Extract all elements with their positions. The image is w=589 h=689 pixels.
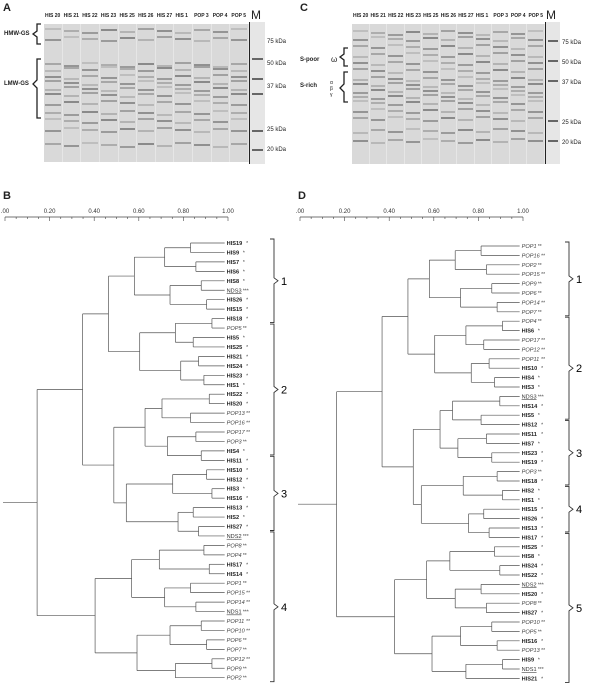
leaf-mark: ** bbox=[242, 675, 247, 682]
leaf-label: HIS7 bbox=[521, 441, 535, 448]
leaf-mark: *** bbox=[537, 667, 544, 673]
leaf-label: POP3 bbox=[226, 439, 242, 446]
leaf-mark: ** bbox=[242, 581, 247, 588]
leaf-label: POP17 bbox=[521, 338, 540, 344]
leaf-label: POP1 bbox=[521, 244, 537, 250]
leaf-mark: * bbox=[246, 354, 249, 361]
gel-image-a bbox=[44, 24, 249, 162]
leaf-mark: * bbox=[246, 477, 249, 484]
leaf-mark: ** bbox=[541, 347, 546, 354]
leaf-mark: * bbox=[242, 278, 245, 285]
gel-lane bbox=[193, 24, 212, 162]
gel-lane-label: HIS 22 bbox=[82, 13, 98, 19]
leaf-mark: ** bbox=[537, 601, 542, 608]
leaf-label: HIS23 bbox=[521, 450, 538, 457]
leaf-label: HIS16 bbox=[521, 638, 538, 645]
leaf-label: HIS21 bbox=[521, 676, 538, 683]
leaf-label: POP3 bbox=[521, 469, 537, 476]
leaf-mark: * bbox=[541, 573, 544, 579]
axis-tick-label: 0.20 bbox=[43, 209, 56, 215]
leaf-mark: * bbox=[242, 382, 245, 389]
leaf-mark: ** bbox=[242, 326, 247, 333]
gel-lane bbox=[387, 24, 405, 164]
leaf-label: POP8 bbox=[521, 601, 537, 608]
gel-a-marker-20: 20 kDa bbox=[267, 147, 287, 153]
leaf-mark: ** bbox=[541, 356, 546, 363]
leaf-label: POP14 bbox=[521, 300, 540, 307]
cluster-label: 1 bbox=[281, 275, 288, 288]
leaf-label: POP9 bbox=[521, 281, 537, 288]
axis-tick-label: .00 bbox=[0, 209, 10, 215]
leaf-label: HIS10 bbox=[226, 467, 243, 474]
axis-tick-label: 0.40 bbox=[88, 209, 101, 215]
leaf-label: NDS1 bbox=[226, 609, 242, 616]
gel-a-hmw-label: HMW-GS bbox=[4, 31, 30, 37]
leaf-label: NDS3 bbox=[521, 394, 537, 401]
leaf-mark: * bbox=[246, 524, 249, 531]
leaf-label: HIS19 bbox=[521, 460, 538, 467]
gel-lane bbox=[119, 24, 138, 162]
cluster-brace bbox=[565, 242, 573, 316]
leaf-mark: ** bbox=[541, 338, 546, 344]
gel-lane-label: HIS 1 bbox=[475, 13, 489, 19]
gel-c-srich-label: S-rich bbox=[300, 83, 318, 89]
leaf-mark: * bbox=[246, 344, 249, 351]
gel-c-braces bbox=[337, 46, 351, 106]
gel-a-marker-title: M bbox=[251, 8, 261, 22]
gel-lane-label: HIS 1 bbox=[175, 13, 188, 19]
leaf-label: POP8 bbox=[226, 543, 242, 550]
leaf-mark: * bbox=[541, 507, 544, 514]
leaf-label: POP13 bbox=[521, 648, 540, 655]
leaf-label: POP15 bbox=[226, 590, 245, 597]
gel-lane bbox=[230, 24, 249, 162]
leaf-mark: *** bbox=[242, 609, 249, 616]
leaf-label: HIS24 bbox=[226, 363, 243, 370]
cluster-brace bbox=[565, 421, 573, 485]
leaf-label: HIS17 bbox=[226, 562, 243, 569]
gel-lane-label: HIS 25 bbox=[423, 13, 439, 19]
gel-c-lane-labels bbox=[352, 13, 545, 23]
leaf-mark: ** bbox=[246, 600, 251, 607]
leaf-label: HIS7 bbox=[226, 259, 240, 266]
cluster-brace bbox=[270, 324, 278, 455]
leaf-label: POP17 bbox=[226, 430, 245, 436]
leaf-label: HIS13 bbox=[226, 505, 243, 512]
leaf-label: HIS4 bbox=[226, 448, 240, 455]
cluster-label: 2 bbox=[576, 363, 583, 376]
leaf-label: HIS20 bbox=[226, 401, 243, 408]
leaf-mark: ** bbox=[246, 411, 251, 418]
leaf-mark: *** bbox=[242, 533, 249, 540]
leaf-mark: * bbox=[246, 458, 249, 465]
leaf-label: POP6 bbox=[521, 291, 537, 297]
leaf-mark: ** bbox=[242, 666, 247, 673]
leaf-label: POP16 bbox=[521, 253, 540, 260]
leaf-mark: * bbox=[537, 385, 540, 391]
gel-lane-label: POP 3 bbox=[194, 13, 209, 19]
leaf-mark: * bbox=[541, 535, 544, 542]
cluster-brace bbox=[270, 239, 278, 323]
leaf-label: POP5 bbox=[521, 629, 537, 636]
cluster-label: 2 bbox=[281, 384, 288, 397]
leaf-label: HIS3 bbox=[521, 385, 535, 391]
leaf-label: HIS11 bbox=[226, 458, 242, 465]
gel-lane-label: HIS 23 bbox=[405, 13, 421, 19]
leaf-label: HIS19 bbox=[226, 241, 243, 247]
leaf-label: HIS2 bbox=[521, 488, 535, 495]
cluster-label: 1 bbox=[576, 273, 583, 286]
leaf-label: POP14 bbox=[226, 600, 245, 607]
leaf-label: HIS10 bbox=[521, 366, 538, 373]
panel-label-d: D bbox=[298, 190, 306, 202]
gel-lane bbox=[475, 24, 493, 164]
leaf-mark: * bbox=[541, 516, 544, 523]
leaf-label: HIS24 bbox=[521, 563, 538, 570]
leaf-mark: * bbox=[541, 591, 544, 598]
leaf-mark: ** bbox=[537, 629, 542, 636]
gel-lane-label: POP 5 bbox=[231, 13, 246, 19]
gel-c-marker-lane bbox=[545, 22, 560, 164]
leaf-label: HIS18 bbox=[226, 316, 243, 323]
gel-lane-label: HIS 20 bbox=[45, 13, 61, 19]
gel-lane bbox=[156, 24, 175, 162]
leaf-mark: * bbox=[537, 413, 540, 420]
gel-c-marker-50: 50 kDa bbox=[562, 60, 582, 66]
gel-lane-label: HIS 21 bbox=[370, 13, 386, 19]
leaf-mark: * bbox=[242, 448, 245, 455]
axis-tick-label: 0.20 bbox=[338, 209, 351, 215]
leaf-mark: ** bbox=[242, 637, 247, 644]
gel-a-lane-labels bbox=[44, 13, 249, 23]
leaf-label: HIS5 bbox=[226, 335, 240, 342]
leaf-mark: * bbox=[541, 403, 544, 410]
cluster-brace bbox=[270, 532, 278, 682]
leaf-mark: * bbox=[541, 432, 544, 438]
gel-lane-label: POP 4 bbox=[510, 13, 526, 19]
leaf-label: HIS15 bbox=[226, 307, 243, 314]
leaf-label: HIS25 bbox=[226, 344, 243, 351]
leaf-label: HIS22 bbox=[521, 573, 538, 579]
leaf-label: HIS20 bbox=[521, 591, 538, 598]
cluster-label: 3 bbox=[281, 488, 288, 501]
leaf-label: POP1 bbox=[226, 581, 242, 588]
leaf-label: HIS13 bbox=[521, 526, 538, 532]
gel-lane bbox=[422, 24, 440, 164]
leaf-mark: ** bbox=[537, 281, 542, 288]
gel-c-omega-label: ω bbox=[331, 55, 338, 64]
gel-a-marker-50: 50 kDa bbox=[267, 61, 287, 67]
gel-c-marker-75: 75 kDa bbox=[562, 40, 582, 46]
leaf-label: HIS6 bbox=[226, 269, 240, 276]
leaf-label: HIS14 bbox=[226, 571, 243, 578]
leaf-mark: * bbox=[246, 297, 249, 304]
leaf-mark: *** bbox=[242, 288, 249, 295]
leaf-mark: * bbox=[537, 497, 540, 504]
leaf-mark: ** bbox=[541, 620, 546, 626]
leaf-mark: * bbox=[541, 460, 544, 467]
gel-lane-label: HIS 27 bbox=[156, 13, 173, 19]
leaf-label: POP6 bbox=[226, 637, 242, 644]
leaf-mark: * bbox=[246, 505, 249, 512]
leaf-mark: * bbox=[246, 307, 249, 314]
gel-lane bbox=[510, 24, 528, 164]
leaf-mark: * bbox=[541, 450, 544, 457]
leaf-mark: * bbox=[537, 441, 540, 448]
leaf-label: POP13 bbox=[226, 411, 245, 418]
leaf-mark: * bbox=[537, 488, 540, 495]
leaf-label: POP4 bbox=[521, 319, 537, 326]
leaf-mark: ** bbox=[242, 439, 247, 446]
leaf-label: HIS11 bbox=[521, 432, 537, 438]
leaf-mark: * bbox=[541, 638, 544, 645]
panel-label-c: C bbox=[300, 2, 308, 14]
gel-lane-label: HIS 22 bbox=[388, 13, 404, 19]
leaf-label: HIS27 bbox=[521, 610, 538, 617]
leaf-mark: ** bbox=[537, 262, 542, 269]
leaf-mark: * bbox=[246, 316, 249, 323]
leaf-label: HIS21 bbox=[226, 354, 243, 361]
leaf-mark: ** bbox=[537, 309, 542, 316]
leaf-mark: * bbox=[541, 610, 544, 617]
gel-lane-label: HIS 27 bbox=[458, 13, 474, 19]
gel-image-c bbox=[352, 24, 545, 164]
leaf-label: POP16 bbox=[226, 420, 245, 427]
cluster-label: 4 bbox=[281, 601, 288, 614]
leaf-mark: * bbox=[242, 259, 245, 266]
leaf-label: POP7 bbox=[521, 309, 537, 316]
gel-lane bbox=[492, 24, 510, 164]
gel-lane bbox=[100, 24, 119, 162]
leaf-label: HIS5 bbox=[521, 413, 535, 420]
leaf-mark: ** bbox=[537, 291, 542, 297]
gel-a-marker-25: 25 kDa bbox=[267, 127, 287, 133]
gel-a-marker-lane bbox=[249, 22, 265, 164]
leaf-mark: ** bbox=[541, 648, 546, 655]
leaf-mark: * bbox=[246, 467, 249, 474]
leaf-mark: * bbox=[541, 479, 544, 485]
gel-c-marker-25: 25 kDa bbox=[562, 120, 582, 126]
leaf-label: POP2 bbox=[521, 262, 537, 269]
cluster-label: 4 bbox=[576, 504, 583, 517]
gel-lane-label: HIS 23 bbox=[100, 13, 117, 19]
gel-lane bbox=[352, 24, 370, 164]
leaf-label: HIS4 bbox=[521, 375, 535, 382]
leaf-mark: * bbox=[242, 515, 245, 522]
gel-a-marker-37: 37 kDa bbox=[267, 84, 287, 90]
gel-lane bbox=[370, 24, 388, 164]
gel-lane bbox=[212, 24, 231, 162]
cluster-brace bbox=[565, 317, 573, 419]
gel-c-spoor-label: S-poor bbox=[300, 57, 320, 63]
leaf-label: POP12 bbox=[226, 656, 245, 663]
leaf-mark: * bbox=[246, 373, 249, 380]
axis-tick-label: 0.80 bbox=[472, 209, 485, 215]
leaf-label: POP11 bbox=[521, 356, 540, 363]
leaf-mark: * bbox=[541, 422, 544, 429]
gel-a-marker-75: 75 kDa bbox=[267, 39, 287, 45]
leaf-mark: ** bbox=[242, 647, 247, 654]
leaf-mark: ** bbox=[537, 469, 542, 476]
leaf-label: POP10 bbox=[521, 620, 540, 626]
leaf-mark: * bbox=[242, 250, 245, 257]
gel-lane bbox=[44, 24, 63, 162]
leaf-mark: ** bbox=[246, 420, 251, 427]
leaf-label: HIS9 bbox=[226, 250, 240, 257]
leaf-label: HIS15 bbox=[521, 507, 538, 514]
axis-tick-label: 0.60 bbox=[427, 209, 440, 215]
leaf-mark: ** bbox=[246, 656, 251, 663]
axis-tick-label: 0.40 bbox=[383, 209, 396, 215]
leaf-label: NDS2 bbox=[226, 533, 242, 540]
leaf-label: HIS9 bbox=[521, 657, 535, 664]
leaf-mark: * bbox=[246, 496, 249, 503]
leaf-label: HIS27 bbox=[226, 524, 243, 531]
gel-a-lmw-label: LMW-GS bbox=[4, 81, 29, 87]
leaf-label: HIS17 bbox=[521, 535, 538, 542]
gel-lane-label: HIS 25 bbox=[119, 13, 135, 19]
axis-tick-label: 1.00 bbox=[517, 209, 529, 215]
gel-lane-label: HIS 26 bbox=[138, 13, 154, 19]
gel-lane-label: HIS 21 bbox=[63, 13, 79, 19]
leaf-label: HIS8 bbox=[226, 278, 240, 285]
leaf-label: HIS12 bbox=[521, 422, 538, 429]
gel-a-braces bbox=[30, 22, 44, 122]
gel-lane bbox=[527, 24, 545, 164]
leaf-label: HIS1 bbox=[521, 497, 535, 504]
dendrogram-b bbox=[0, 205, 294, 687]
leaf-label: POP5 bbox=[226, 326, 242, 333]
leaf-label: POP4 bbox=[226, 552, 242, 559]
axis-tick-label: .00 bbox=[295, 209, 305, 215]
leaf-mark: * bbox=[246, 363, 249, 370]
leaf-label: HIS25 bbox=[521, 544, 538, 551]
leaf-mark: * bbox=[541, 366, 544, 373]
panel-label-b: B bbox=[3, 190, 11, 202]
gel-lane-label: HIS 26 bbox=[440, 13, 457, 19]
cluster-label: 5 bbox=[576, 602, 583, 615]
leaf-mark: ** bbox=[541, 300, 546, 307]
leaf-mark: * bbox=[541, 526, 544, 532]
leaf-mark: * bbox=[242, 269, 245, 276]
leaf-mark: * bbox=[537, 554, 540, 561]
leaf-mark: * bbox=[541, 544, 544, 551]
leaf-label: HIS26 bbox=[226, 297, 243, 304]
leaf-mark: ** bbox=[537, 319, 542, 326]
leaf-label: POP12 bbox=[521, 347, 540, 354]
leaf-mark: ** bbox=[246, 430, 251, 436]
leaf-mark: * bbox=[246, 392, 249, 399]
axis-tick-label: 1.00 bbox=[222, 209, 234, 215]
gel-lane bbox=[405, 24, 423, 164]
axis-tick-label: 0.60 bbox=[132, 209, 145, 215]
leaf-mark: * bbox=[541, 563, 544, 570]
leaf-mark: * bbox=[246, 571, 249, 578]
leaf-label: HIS16 bbox=[226, 496, 243, 503]
leaf-label: HIS18 bbox=[521, 479, 538, 485]
cluster-brace bbox=[565, 486, 573, 532]
leaf-label: HIS22 bbox=[226, 392, 243, 399]
leaf-mark: * bbox=[537, 328, 540, 335]
leaf-mark: ** bbox=[246, 628, 251, 635]
leaf-mark: ** bbox=[242, 543, 247, 550]
leaf-mark: ** bbox=[541, 272, 546, 279]
cluster-brace bbox=[270, 456, 278, 530]
leaf-mark: ** bbox=[242, 552, 247, 559]
cluster-label: 3 bbox=[576, 447, 583, 460]
leaf-label: HIS12 bbox=[226, 477, 243, 484]
leaf-label: HIS26 bbox=[521, 516, 538, 523]
gel-lane bbox=[174, 24, 193, 162]
gel-lane-label: POP 4 bbox=[212, 13, 228, 19]
leaf-mark: * bbox=[541, 676, 544, 683]
leaf-mark: *** bbox=[537, 582, 544, 589]
leaf-mark: * bbox=[242, 486, 245, 493]
gel-lane bbox=[457, 24, 475, 164]
leaf-label: HIS14 bbox=[521, 403, 538, 410]
axis-tick-label: 0.80 bbox=[177, 209, 190, 215]
panel-label-a: A bbox=[3, 2, 11, 14]
leaf-mark: ** bbox=[541, 253, 546, 260]
leaf-mark: * bbox=[246, 401, 249, 408]
leaf-label: POP11 bbox=[226, 619, 245, 625]
gel-c-marker-20: 20 kDa bbox=[562, 140, 582, 146]
gel-c-marker-37: 37 kDa bbox=[562, 80, 582, 86]
gel-lane bbox=[137, 24, 156, 162]
gel-lane-label: POP 3 bbox=[493, 13, 508, 19]
leaf-mark: ** bbox=[246, 590, 251, 597]
leaf-label: HIS8 bbox=[521, 554, 535, 561]
leaf-label: HIS3 bbox=[226, 486, 240, 493]
leaf-mark: * bbox=[537, 657, 540, 664]
gel-lane bbox=[440, 24, 458, 164]
leaf-label: HIS6 bbox=[521, 328, 535, 335]
leaf-mark: ** bbox=[537, 244, 542, 250]
leaf-label: POP10 bbox=[226, 628, 245, 635]
cluster-brace bbox=[565, 533, 573, 682]
leaf-label: HIS23 bbox=[226, 373, 243, 380]
leaf-label: HIS1 bbox=[226, 382, 240, 389]
leaf-mark: * bbox=[246, 241, 249, 247]
leaf-mark: * bbox=[537, 375, 540, 382]
leaf-label: HIS2 bbox=[226, 515, 240, 522]
leaf-label: POP9 bbox=[226, 666, 242, 673]
gel-lane-label: POP 5 bbox=[528, 13, 544, 19]
leaf-label: NDS2 bbox=[521, 582, 537, 589]
gel-lane-label: HIS 20 bbox=[353, 13, 369, 19]
leaf-label: NDS3 bbox=[226, 288, 242, 295]
dendrogram-d bbox=[295, 205, 589, 687]
leaf-mark: * bbox=[242, 335, 245, 342]
leaf-mark: *** bbox=[537, 394, 544, 401]
gel-c-marker-title: M bbox=[546, 8, 556, 22]
leaf-mark: * bbox=[246, 562, 249, 569]
gel-lane bbox=[81, 24, 100, 162]
leaf-label: NDS1 bbox=[521, 667, 537, 673]
leaf-label: POP15 bbox=[521, 272, 540, 279]
leaf-label: POP7 bbox=[226, 647, 242, 654]
leaf-label: POP2 bbox=[226, 675, 242, 682]
gel-c-abg-label: α β γ bbox=[330, 80, 333, 98]
gel-lane bbox=[63, 24, 82, 162]
leaf-mark: ** bbox=[246, 619, 251, 625]
